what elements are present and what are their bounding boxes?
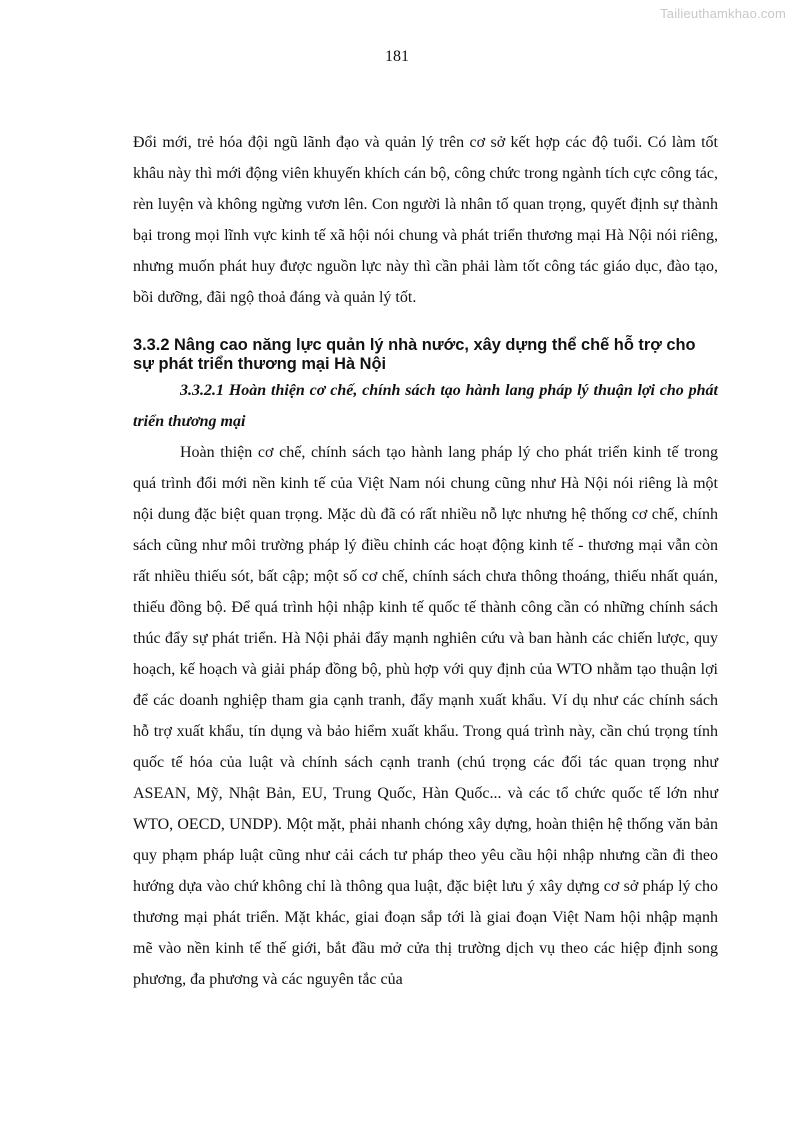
subsection-heading: 3.3.2.1 Hoàn thiện cơ chế, chính sách tạo hành lang pháp lý thuận lợi cho phát triển thương mại: [133, 382, 718, 430]
page-number: 181: [385, 48, 409, 65]
watermark-text: Tailieuthamkhao.com: [660, 6, 786, 21]
section-heading: 3.3.2 Nâng cao năng lực quản lý nhà nước, xây dựng thể chế hỗ trợ cho sự phát triển thương mại Hà Nội: [133, 336, 696, 373]
paragraph-1: Đổi mới, trẻ hóa đội ngũ lãnh đạo và quản lý trên cơ sở kết hợp các độ tuổi. Có làm tốt khâu này thì mới động viên khuyến khích cán bộ, công chức trong ngành tích cực công tác, rèn luyện và không ngừng vươn lên. Con người là nhân tố quan trọng, quyết định sự thành bại trong mọi lĩnh vực kinh tế xã hội nói chung và phát triển thương mại Hà Nội nói riêng, nhưng muốn phát huy được nguồn lực này thì cần phải làm tốt công tác giáo dục, đào tạo, bồi dưỡng, đãi ngộ thoả đáng và quản lý tốt.: [133, 134, 718, 306]
paragraph-2: Hoàn thiện cơ chế, chính sách tạo hành lang pháp lý cho phát triển kinh tế trong quá trình đổi mới nền kinh tế của Việt Nam nói chung cũng như Hà Nội nói riêng là một nội dung đặc biệt quan trọng. Mặc dù đã có rất nhiều nỗ lực nhưng hệ thống cơ chế, chính sách cũng như môi trường pháp lý điều chỉnh các hoạt động kinh tế - thương mại vẫn còn rất nhiều thiếu sót, bất cập; một số cơ chế, chính sách chưa thông thoáng, thiếu nhất quán, thiếu đồng bộ. Để quá trình hội nhập kinh tế quốc tế thành công cần có những chính sách thúc đẩy sự phát triển. Hà Nội phải đẩy mạnh nghiên cứu và ban hành các chiến lược, quy hoạch, kế hoạch và giải pháp đồng bộ, phù hợp với quy định của WTO nhằm tạo thuận lợi để các doanh nghiệp tham gia cạnh tranh, đẩy mạnh xuất khẩu. Ví dụ như các chính sách hỗ trợ xuất khẩu, tín dụng và bảo hiểm xuất khẩu. Trong quá trình này, cần chú trọng tính quốc tế hóa của luật và chính sách cạnh tranh (chú trọng các đối tác quan trọng như ASEAN, Mỹ, Nhật Bản, EU, Trung Quốc, Hàn Quốc... và các tổ chức quốc tế lớn như WTO, OECD, UNDP). Một mặt, phải nhanh chóng xây dựng, hoàn thiện hệ thống văn bản quy phạm pháp luật cũng như cải cách tư pháp theo yêu cầu hội nhập nhưng cần đi theo hướng dựa vào chứ không chỉ là thông qua luật, đặc biệt lưu ý xây dựng cơ sở pháp lý cho thương mại phát triển. Mặt khác, giai đoạn sắp tới là giai đoạn Việt Nam hội nhập mạnh mẽ vào nền kinh tế thế giới, bắt đầu mở cửa thị trường dịch vụ theo các hiệp định song phương, đa phương và các nguyên tắc của: [133, 444, 718, 988]
document-body: [133, 127, 718, 995]
